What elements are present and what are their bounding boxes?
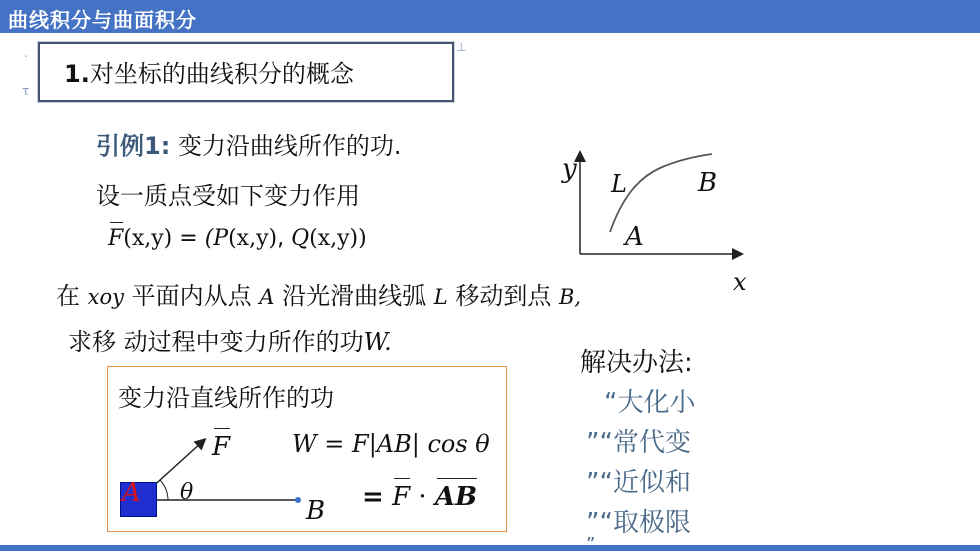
f-vector: F [392, 482, 411, 512]
q-component: Q [291, 226, 310, 251]
force-f-text: F [212, 432, 231, 462]
work-formula: W = F|AB| cos θ [292, 430, 490, 458]
end-point-dot [295, 497, 301, 503]
text-segment: 在 [56, 282, 80, 310]
q-args: (x,y)) [309, 226, 367, 251]
point-b-label: B [306, 496, 326, 526]
decor-tick: ⊥ [456, 40, 467, 54]
example-line-4 [68, 322, 392, 357]
header-bar [0, 0, 980, 33]
solution-step: ”“常代变 [586, 428, 691, 458]
curve-graph [560, 150, 760, 270]
ab-vector: AB [434, 482, 478, 512]
text-segment: 求移 动过程中变力所作的功 [68, 328, 364, 356]
section-title-box [38, 42, 454, 102]
example-label: 引例1: [96, 132, 171, 160]
graph-b-label: B [698, 168, 718, 198]
graph-y-label: y [562, 154, 577, 184]
work-symbol: W. [363, 328, 392, 356]
comma: , [277, 226, 285, 251]
theta-label: θ [180, 480, 194, 505]
text-segment: 平面内从点 [131, 282, 252, 310]
p-args: (x,y) [228, 226, 278, 251]
footer-bar [0, 545, 980, 551]
solution-step: ”“近似和 [586, 468, 691, 498]
graph-l-label: L [611, 170, 627, 198]
graph-x-label: x [733, 268, 747, 296]
example-text: 变力沿曲线所作的功. [177, 132, 402, 160]
example-line-1 [96, 126, 402, 161]
section-title [64, 54, 354, 89]
box-title: 变力沿直线所作的功 [118, 384, 334, 412]
text-segment: 沿光滑曲线弧 [282, 282, 427, 310]
force-symbol: F [108, 226, 124, 251]
decor-tick: . [24, 46, 28, 60]
example-line-2: 设一质点受如下变力作用 [96, 182, 360, 210]
header-title: 曲线积分与曲面积分 [8, 8, 197, 32]
equals-sign: = [179, 226, 198, 251]
angle-arc [160, 480, 168, 500]
xoy-label: xoy [87, 285, 124, 309]
graph-a-label: A [625, 222, 644, 252]
work-formula-vector [362, 482, 477, 512]
solution-step: ”“取极限 [586, 508, 691, 538]
solution-step: “大化小 [604, 388, 696, 418]
point-b-label: B, [558, 285, 582, 309]
section-number: 1. [64, 60, 90, 88]
force-f-label [212, 432, 230, 462]
force-equation [108, 226, 367, 251]
text-segment: 移动到点 [455, 282, 552, 310]
solution-heading: 解决办法: [580, 348, 693, 378]
curve-l-label: L [433, 285, 448, 309]
decor-tick: τ [22, 84, 30, 98]
section-title-text: 对坐标的曲线积分的概念 [89, 60, 354, 88]
point-a-label: A [259, 285, 275, 309]
equals-sign: = [362, 482, 384, 512]
example-line-3 [56, 276, 581, 311]
block-a-label: A [122, 478, 141, 508]
p-component: (P [204, 226, 229, 251]
dot-operator: · [418, 482, 427, 512]
force-args: (x,y) [123, 226, 173, 251]
